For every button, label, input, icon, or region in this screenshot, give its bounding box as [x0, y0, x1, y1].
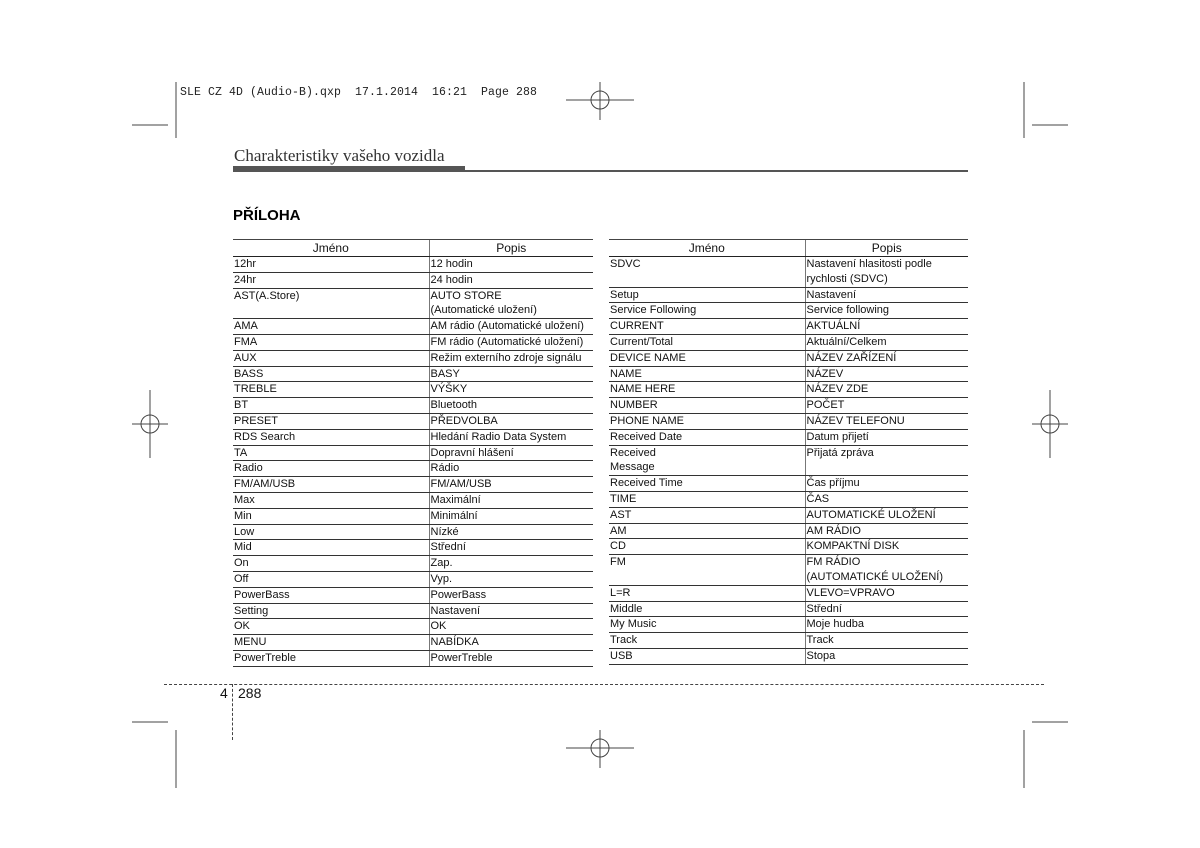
table-row [609, 413, 968, 429]
term-cell: FMA [233, 334, 429, 350]
term-cell: PowerBass [233, 587, 429, 603]
table-row [233, 445, 593, 461]
table-row [609, 398, 968, 414]
description-cell: Nízké [429, 524, 593, 540]
term-cell: NAME HERE [609, 382, 805, 398]
description-cell: Aktuální/Celkem [805, 334, 968, 350]
description-cell: Čas příjmu [805, 476, 968, 492]
term-cell: Radio [233, 461, 429, 477]
table-row [609, 585, 968, 601]
term-cell: Current/Total [609, 334, 805, 350]
table-row [233, 571, 593, 587]
term-cell: L=R [609, 585, 805, 601]
term-cell: AM [609, 523, 805, 539]
table-row [233, 650, 593, 666]
table-row [233, 524, 593, 540]
table-row [609, 523, 968, 539]
description-cell: Bluetooth [429, 398, 593, 414]
table-row [233, 398, 593, 414]
description-cell: NÁZEV ZAŘÍZENÍ [805, 350, 968, 366]
term-cell: BT [233, 398, 429, 414]
description-cell: VÝŠKY [429, 382, 593, 398]
term-cell: Min [233, 508, 429, 524]
description-cell: OK [429, 619, 593, 635]
table-row [609, 366, 968, 382]
table-row [233, 413, 593, 429]
description-cell: Rádio [429, 461, 593, 477]
term-cell: Mid [233, 540, 429, 556]
description-cell: Minimální [429, 508, 593, 524]
term-cell: Low [233, 524, 429, 540]
table-header-row [609, 240, 968, 257]
term-cell: Received Date [609, 429, 805, 445]
term-cell: On [233, 556, 429, 572]
term-cell: NUMBER [609, 398, 805, 414]
term-cell: SDVC [609, 257, 805, 288]
table-row [233, 508, 593, 524]
description-cell: PŘEDVOLBA [429, 413, 593, 429]
term-cell: Track [609, 633, 805, 649]
term-cell: AST [609, 507, 805, 523]
page-number: 288 [238, 685, 262, 701]
column-header-description [429, 240, 593, 257]
description-cell: BASY [429, 366, 593, 382]
table-row [609, 633, 968, 649]
table-row [609, 445, 968, 476]
glossary-rows-right [609, 257, 968, 665]
table-row [609, 287, 968, 303]
term-cell: BASS [233, 366, 429, 382]
table-row [233, 556, 593, 572]
table-row [233, 319, 593, 335]
description-cell: 12 hodin [429, 257, 593, 273]
term-cell: Setup [609, 287, 805, 303]
chapter-number: 4 [220, 685, 228, 701]
term-cell: RDS Search [233, 429, 429, 445]
table-row [233, 635, 593, 651]
table-row [609, 507, 968, 523]
description-cell: AM RÁDIO [805, 523, 968, 539]
column-header-name [233, 240, 429, 257]
description-cell: PowerTreble [429, 650, 593, 666]
term-cell: PowerTreble [233, 650, 429, 666]
description-cell: Režim externího zdroje signálu [429, 350, 593, 366]
description-cell: KOMPAKTNÍ DISK [805, 539, 968, 555]
term-cell: OK [233, 619, 429, 635]
glossary-table-right [609, 239, 968, 665]
footer-dashed-divider [232, 684, 233, 740]
term-cell: 24hr [233, 272, 429, 288]
description-cell: Zap. [429, 556, 593, 572]
term-cell: TA [233, 445, 429, 461]
table-row [233, 587, 593, 603]
table-row [233, 603, 593, 619]
term-cell: Middle [609, 601, 805, 617]
term-cell: AUX [233, 350, 429, 366]
description-cell: AM rádio (Automatické uložení) [429, 319, 593, 335]
term-cell: Setting [233, 603, 429, 619]
table-row [233, 619, 593, 635]
description-cell: AUTOMATICKÉ ULOŽENÍ [805, 507, 968, 523]
table-row [609, 334, 968, 350]
description-cell: PowerBass [429, 587, 593, 603]
table-row [233, 429, 593, 445]
term-cell: Received Message [609, 445, 805, 476]
description-cell: NÁZEV TELEFONU [805, 413, 968, 429]
description-cell: Stopa [805, 648, 968, 664]
term-cell: CD [609, 539, 805, 555]
table-row [609, 476, 968, 492]
table-row [609, 648, 968, 664]
table-row [233, 272, 593, 288]
term-cell: FM/AM/USB [233, 477, 429, 493]
description-cell: FM RÁDIO (AUTOMATICKÉ ULOŽENÍ) [805, 555, 968, 586]
description-cell: Maximální [429, 492, 593, 508]
section-title: PŘÍLOHA [233, 207, 301, 224]
term-cell: DEVICE NAME [609, 350, 805, 366]
term-cell: Received Time [609, 476, 805, 492]
term-cell: AST(A.Store) [233, 288, 429, 319]
description-cell: Střední [805, 601, 968, 617]
column-header-description-label: Popis [496, 241, 527, 255]
description-cell: Vyp. [429, 571, 593, 587]
column-header-name-label: Jméno [312, 241, 349, 255]
term-cell: AMA [233, 319, 429, 335]
description-cell: Datum přijetí [805, 429, 968, 445]
description-cell: AKTUÁLNÍ [805, 319, 968, 335]
term-cell: TREBLE [233, 382, 429, 398]
table-row [233, 492, 593, 508]
description-cell: Nastavení [429, 603, 593, 619]
table-row [233, 366, 593, 382]
footer-dashed-rule [164, 684, 1044, 685]
term-cell: PRESET [233, 413, 429, 429]
table-row [233, 350, 593, 366]
table-row [609, 382, 968, 398]
table-row [609, 601, 968, 617]
term-cell: CURRENT [609, 319, 805, 335]
description-cell: ČAS [805, 491, 968, 507]
term-cell: My Music [609, 617, 805, 633]
term-cell: Service Following [609, 303, 805, 319]
description-cell: Track [805, 633, 968, 649]
table-row [609, 539, 968, 555]
table-row [233, 461, 593, 477]
description-cell: FM/AM/USB [429, 477, 593, 493]
table-row [609, 257, 968, 288]
table-row [609, 319, 968, 335]
glossary-rows-left [233, 257, 593, 667]
column-header-description-label: Popis [871, 241, 902, 255]
description-cell: Moje hudba [805, 617, 968, 633]
term-cell: FM [609, 555, 805, 586]
chapter-header-title: Charakteristiky vašeho vozidla [234, 146, 445, 165]
table-row [609, 617, 968, 633]
glossary-table-left [233, 239, 593, 667]
column-header-name [609, 240, 805, 257]
term-cell: PHONE NAME [609, 413, 805, 429]
term-cell: MENU [233, 635, 429, 651]
table-row [233, 382, 593, 398]
description-cell: Střední [429, 540, 593, 556]
table-row [609, 429, 968, 445]
column-header-name-label: Jméno [688, 241, 725, 255]
table-row [233, 477, 593, 493]
print-slug: SLE CZ 4D (Audio-B).qxp 17.1.2014 16:21 Page 288 [180, 86, 538, 99]
table-row [609, 303, 968, 319]
table-row [609, 350, 968, 366]
description-cell: Dopravní hlášení [429, 445, 593, 461]
description-cell: VLEVO=VPRAVO [805, 585, 968, 601]
term-cell: Off [233, 571, 429, 587]
term-cell: NAME [609, 366, 805, 382]
description-cell: Hledání Radio Data System [429, 429, 593, 445]
header-rule [233, 170, 968, 172]
description-cell: NÁZEV [805, 366, 968, 382]
table-row [233, 540, 593, 556]
description-cell: 24 hodin [429, 272, 593, 288]
table-row [233, 257, 593, 273]
term-cell: 12hr [233, 257, 429, 273]
description-cell: Přijatá zpráva [805, 445, 968, 476]
table-header-row [233, 240, 593, 257]
description-cell: Nastavení hlasitosti podle rychlosti (SDVC) [805, 257, 968, 288]
description-cell: Service following [805, 303, 968, 319]
term-cell: USB [609, 648, 805, 664]
term-cell: Max [233, 492, 429, 508]
description-cell: NÁZEV ZDE [805, 382, 968, 398]
description-cell: AUTO STORE (Automatické uložení) [429, 288, 593, 319]
term-cell: TIME [609, 491, 805, 507]
description-cell: Nastavení [805, 287, 968, 303]
table-row [233, 288, 593, 319]
description-cell: POČET [805, 398, 968, 414]
description-cell: FM rádio (Automatické uložení) [429, 334, 593, 350]
column-header-description [805, 240, 968, 257]
table-row [609, 491, 968, 507]
table-row [609, 555, 968, 586]
description-cell: NABÍDKA [429, 635, 593, 651]
table-row [233, 334, 593, 350]
